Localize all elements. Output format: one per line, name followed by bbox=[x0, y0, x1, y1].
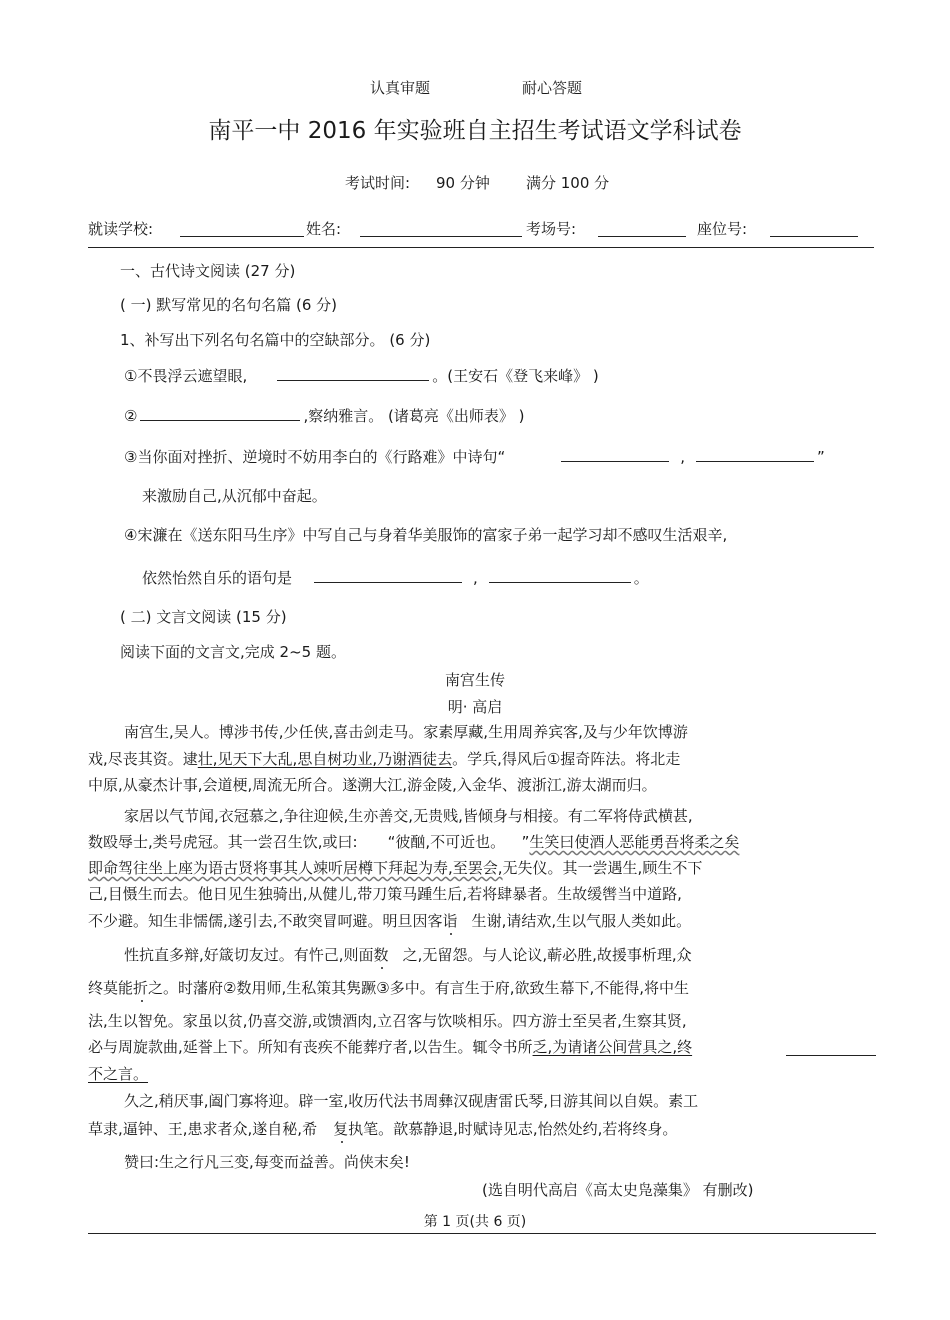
item-4-blank-1[interactable] bbox=[314, 566, 462, 583]
quote-span: “彼酗,不可近也。 bbox=[387, 833, 498, 851]
exam-time-label: 考试时间: bbox=[345, 174, 411, 192]
item-4-comma: , bbox=[473, 569, 478, 587]
question-1: 1、补写出下列名句名篇中的空缺部分。 (6 分) bbox=[120, 331, 431, 349]
page-title: 南平一中 2016 年实验班自主招生考试语文学科试卷 bbox=[208, 118, 742, 144]
motto-left: 认真审题 bbox=[370, 79, 431, 97]
dotted-char: 诣 bbox=[442, 912, 458, 930]
passage-line: 赞曰:生之行凡三变,每变而益善。尚侠末矣! bbox=[124, 1153, 410, 1171]
item-4-line-2 bbox=[142, 566, 649, 588]
passage-line: 法,生以智免。家虽以贫,仍喜交游,或馈酒肉,立召客与饮啖相乐。四方游士至吴者,生察其贤, bbox=[88, 1012, 687, 1030]
item-4-lead: 依然怡然自乐的语句是 bbox=[142, 569, 293, 587]
item-1 bbox=[124, 364, 599, 386]
item-4-end: 。 bbox=[633, 569, 649, 587]
dotted-char: 数 bbox=[373, 946, 389, 964]
school-label: 就读学校: bbox=[88, 220, 154, 238]
page-number: 第 1 页(共 6 页) bbox=[423, 1214, 527, 1230]
passage-line: 家居以气节闻,衣冠慕之,争往迎候,生亦善交,无贵贱,皆倾身与相接。有二军将侍武横甚, bbox=[124, 807, 693, 825]
passage-line: 南宫生,吴人。博涉书传,少任侠,喜击剑走马。家素厚藏,生用周养宾客,及与少年饮博游 bbox=[124, 723, 688, 741]
passage-line bbox=[88, 1119, 677, 1139]
passage-line bbox=[88, 911, 691, 931]
underlined-span: 壮,见天下大乱,思自树功业,乃谢酒徒去 bbox=[197, 750, 453, 768]
reading-instruction: 阅读下面的文言文,完成 2~5 题。 bbox=[120, 643, 346, 661]
item-3 bbox=[124, 445, 825, 467]
passage-line: 久之,稍厌事,阖门寡将迎。辟一室,收历代法书周彝汉砚唐雷氏琴,日游其间以自娱。素工 bbox=[124, 1092, 699, 1110]
item-1-blank[interactable] bbox=[277, 364, 429, 381]
text-span: 执笔。歆慕静退,时赋诗见志,怡然处约,若将终身。 bbox=[348, 1120, 678, 1138]
text-span: 草隶,逼钟、王,患求者众,遂自秘,希 bbox=[88, 1120, 318, 1138]
item-1-source: 。(王安石《登飞来峰》 ) bbox=[432, 367, 599, 385]
section-heading: 一、古代诗文阅读 (27 分) bbox=[120, 262, 296, 280]
text-span: 不少避。知生非懦儒,遂引去,不敢突冒呵避。明旦因客 bbox=[88, 912, 443, 930]
passage-author: 明· 高启 bbox=[447, 698, 503, 716]
wavy-underlined-span: 即命驾往坐上座为语古贤将事其人竦听居樽下拜起为寿,至罢会, bbox=[88, 859, 503, 877]
item-2-blank[interactable] bbox=[140, 404, 300, 421]
underline-extension bbox=[786, 1055, 876, 1056]
dotted-char: 复 bbox=[333, 1120, 349, 1138]
full-score: 满分 100 分 bbox=[526, 174, 610, 192]
text-span: 。学兵,得风后①握奇阵法。将北走 bbox=[452, 750, 681, 768]
dotted-char: 折 bbox=[133, 979, 149, 997]
name-field[interactable] bbox=[360, 236, 522, 237]
text-span: 生谢,请结欢,生以气服人类如此。 bbox=[471, 912, 692, 930]
passage-line bbox=[88, 749, 680, 769]
header-divider bbox=[88, 247, 874, 248]
wavy-underlined-span: 生笑曰使酒人恶能勇吾将柔之矣 bbox=[529, 833, 740, 851]
exam-time-value: 90 分钟 bbox=[436, 174, 490, 192]
text-span: 戏,尽丧其资。逮 bbox=[88, 750, 198, 768]
seat-field[interactable] bbox=[770, 236, 858, 237]
passage-line bbox=[88, 978, 689, 998]
item-2-num: ② bbox=[124, 407, 138, 425]
room-label: 考场号: bbox=[526, 220, 577, 238]
text-span: 之,无留怨。与人论议,蕲必胜,故援事析理,众 bbox=[402, 946, 692, 964]
passage-title: 南宫生传 bbox=[444, 671, 505, 689]
text-span: 数殴辱士,类号虎冠。其一尝召生饮,或曰: bbox=[88, 833, 358, 851]
underlined-span: 不之言。 bbox=[88, 1065, 149, 1083]
seat-label: 座位号: bbox=[697, 220, 748, 238]
item-4: ④宋濂在《送东阳马生序》中写自己与身着华美服饰的富家子弟一起学习却不感叹生活艰辛, bbox=[124, 526, 728, 544]
footer-divider bbox=[88, 1233, 876, 1234]
item-4-blank-2[interactable] bbox=[489, 566, 631, 583]
item-3-quote: ” bbox=[817, 448, 825, 466]
item-3-continuation: 来激励自己,从沉郁中奋起。 bbox=[142, 487, 327, 505]
item-2 bbox=[124, 404, 524, 426]
item-3-blank-2[interactable] bbox=[696, 445, 814, 462]
quote-span: ” bbox=[521, 833, 530, 851]
item-3-blank-1[interactable] bbox=[561, 445, 669, 462]
text-span: 无失仪。其一尝遇生,顾生不下 bbox=[502, 859, 703, 877]
part-one-heading: ( 一) 默写常见的名句名篇 (6 分) bbox=[120, 296, 338, 314]
passage-line bbox=[88, 832, 739, 852]
item-3-comma: , bbox=[680, 448, 686, 466]
motto-right: 耐心答题 bbox=[522, 79, 583, 97]
room-field[interactable] bbox=[598, 236, 686, 237]
text-span: 之。时藩府②数用师,生私策其隽蹶③多中。有言生于府,欲致生幕下,不能得,将中生 bbox=[148, 979, 690, 997]
school-field[interactable] bbox=[180, 236, 304, 237]
text-span: 终莫能 bbox=[88, 979, 134, 997]
item-3-text: ③当你面对挫折、逆境时不妨用李白的《行路难》中诗句“ bbox=[124, 448, 506, 466]
passage-source: (选自明代高启《高太史凫藻集》 有删改) bbox=[482, 1181, 754, 1199]
passage-line: 中原,从豪杰计事,会道梗,周流无所合。遂溯大江,游金陵,入金华、渡浙江,游太湖而归。 bbox=[88, 776, 657, 794]
passage-line bbox=[88, 858, 702, 878]
item-1-text: ①不畏浮云遮望眼, bbox=[124, 367, 248, 385]
underlined-span: 乏,为请诸公间营具之,终 bbox=[532, 1038, 693, 1056]
text-span: 性抗直多辩,好箴切友过。有忤己,则面 bbox=[124, 946, 374, 964]
passage-line bbox=[88, 1064, 148, 1084]
part-two-heading: ( 二) 文言文阅读 (15 分) bbox=[120, 608, 287, 626]
passage-line: 己,目慑生而去。他日见生独骑出,从健儿,带刀策马踵生后,若将肆暴者。生故缓辔当中道路, bbox=[88, 885, 682, 903]
item-2-source: ,察纳雅言。 (诸葛亮《出师表》 ) bbox=[303, 407, 525, 425]
text-span: 必与周旋款曲,延誉上下。所知有丧疾不能葬疗者,以告生。辄令书所 bbox=[88, 1038, 533, 1056]
passage-line bbox=[88, 1037, 692, 1057]
name-label: 姓名: bbox=[306, 220, 342, 238]
passage-line bbox=[124, 945, 692, 965]
